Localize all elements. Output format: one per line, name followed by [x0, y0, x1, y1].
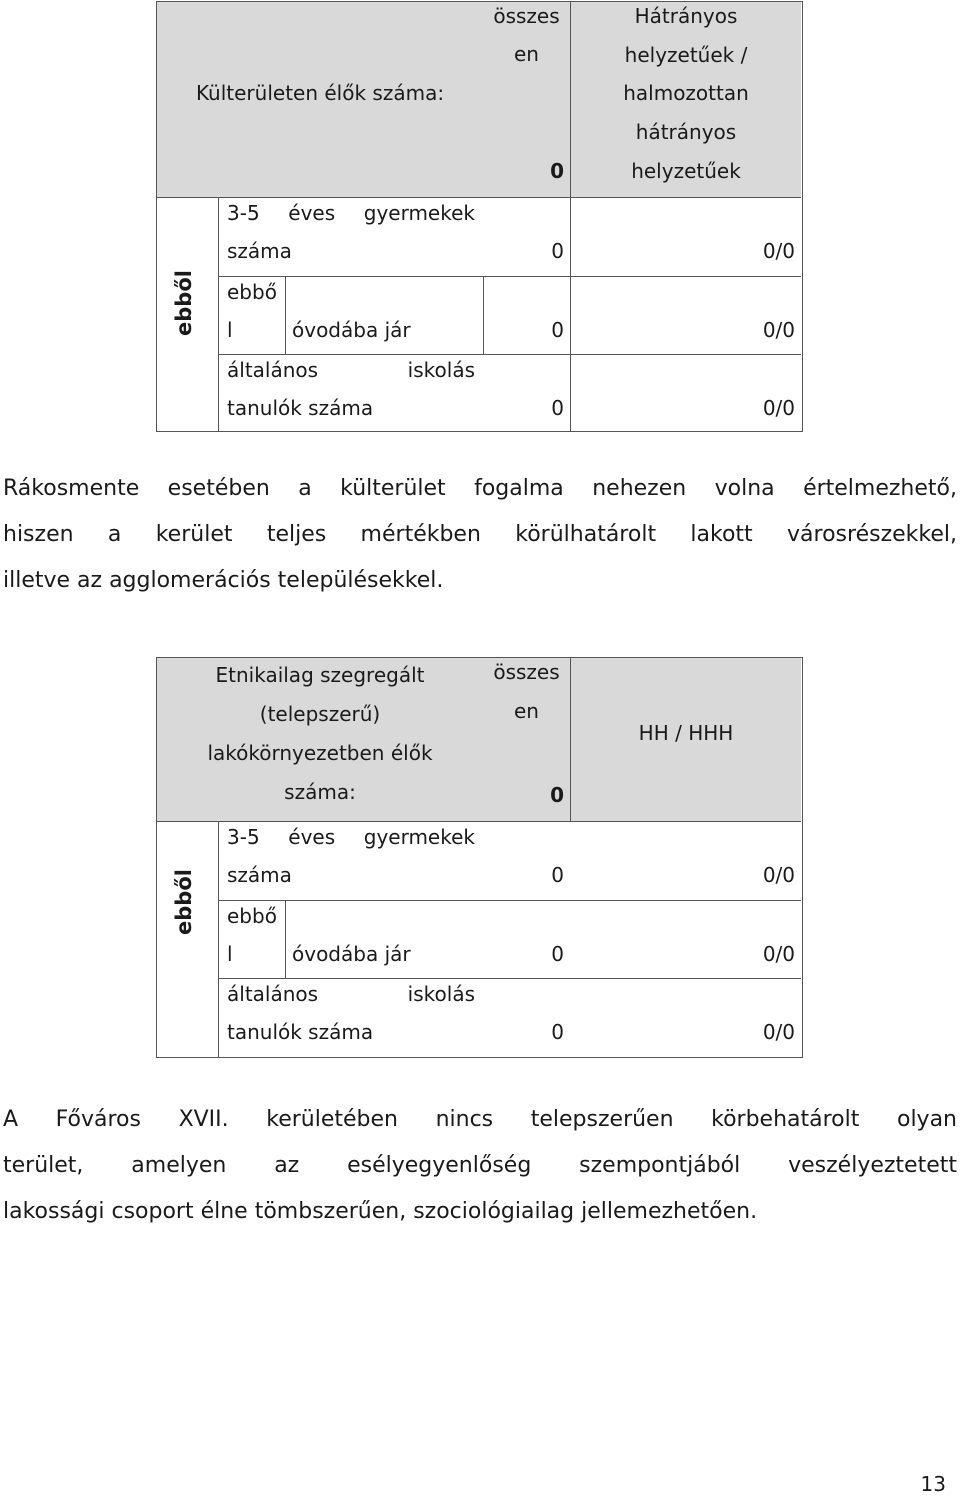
- table1-header-label-cell: [157, 2, 483, 197]
- table2-row2-prefix-line1: ebbő: [227, 904, 277, 928]
- table2-total-header-line1: összes: [493, 660, 560, 684]
- table1-hh-line1: Hátrányos: [634, 4, 738, 28]
- table1-row2-hh-cell: [570, 276, 801, 354]
- table2-row1-hh: 0/0: [762, 863, 795, 887]
- paragraph2-line3: lakossági csoport élne tömbszerűen, szociológiailag jellemezhetően.: [3, 1199, 758, 1224]
- table1-row1-total-cell: [483, 197, 570, 276]
- table2-row2-total: 0: [551, 942, 564, 966]
- table1-side-label: ebből: [172, 270, 196, 336]
- table2-row2-total-cell: [483, 900, 570, 978]
- paragraph-xvii-kerulet: [3, 1097, 957, 1235]
- table2-row1-hh-cell: [570, 821, 801, 900]
- table2-row3-total-cell: [483, 978, 570, 1057]
- table1-row3-hh: 0/0: [762, 396, 795, 420]
- table2-side-cell: [157, 821, 218, 1057]
- table1-row1-label-line1: 3-5 éves gyermekek: [227, 201, 475, 225]
- table2-row2-prefix-line2: l: [227, 942, 233, 966]
- table1-row2-total: 0: [551, 318, 564, 342]
- paragraph1-line3: illetve az agglomerációs településekkel.: [3, 568, 444, 593]
- table2-header-line3: lakókörnyezetben élők: [207, 741, 433, 765]
- table2-row2-prefix-cell: [218, 900, 285, 978]
- table2-row2-hh-cell: [570, 900, 801, 978]
- table1-side-cell: [157, 197, 218, 431]
- table2-hh-header-cell: [570, 658, 801, 821]
- table1-row1-hh: 0/0: [762, 239, 795, 263]
- table2-hh-header: HH / HHH: [638, 721, 734, 745]
- table1-row3-total: 0: [551, 396, 564, 420]
- table1-hh-line3: halmozottan: [623, 81, 749, 105]
- paragraph-kulterulet: [3, 466, 957, 604]
- table2-row1-total-cell: [483, 821, 570, 900]
- table1-total-value: 0: [550, 159, 564, 183]
- table2-row3-label-cell: [218, 978, 483, 1057]
- table1-hh-line4: hátrányos: [635, 120, 737, 144]
- page-number: 13: [920, 1472, 946, 1496]
- table2-row3-label-line2: tanulók száma: [227, 1020, 374, 1044]
- table1-row3-label-line2: tanulók száma: [227, 396, 374, 420]
- table2-row1-label-line1: 3-5 éves gyermekek: [227, 825, 475, 849]
- table1-row2-prefix-line2: l: [227, 318, 233, 342]
- table1-row3-total-cell: [483, 354, 570, 431]
- table-szegregalt: [156, 657, 803, 1058]
- table1-row1-label-line2: száma: [227, 239, 292, 263]
- table2-row1-label-line2: száma: [227, 863, 292, 887]
- table1-hh-line5: helyzetűek: [631, 159, 741, 183]
- table2-row1-label-cell: [218, 821, 483, 900]
- table2-row1-total: 0: [551, 863, 564, 887]
- table1-row1-total: 0: [551, 239, 564, 263]
- table2-total-header-cell: [483, 658, 570, 821]
- paragraph1-line2: hiszen a kerület teljes mértékben körülhatárolt lakott városrészekkel,: [3, 522, 957, 547]
- table2-row2-hh: 0/0: [762, 942, 795, 966]
- table-kulterulet: [156, 1, 803, 432]
- table2-header-line2: (telepszerű): [259, 702, 381, 726]
- table2-row3-hh-cell: [570, 978, 801, 1057]
- table1-row1-hh-cell: [570, 197, 801, 276]
- table2-row2-label: óvodába jár: [292, 942, 411, 966]
- table1-header-label: Külterületen élők száma:: [195, 81, 445, 105]
- table1-row3-hh-cell: [570, 354, 801, 431]
- table2-row3-label-line1: általános iskolás: [227, 982, 475, 1006]
- table1-row2-prefix-line1: ebbő: [227, 280, 277, 304]
- table2-header-line4: száma:: [284, 780, 356, 804]
- table1-total-header-line1: összes: [493, 4, 560, 28]
- table1-row2-total-cell: [483, 276, 570, 354]
- table2-header-line1: Etnikailag szegregált: [215, 663, 425, 687]
- table2-side-label: ebből: [172, 869, 196, 935]
- table1-row2-prefix-cell: [218, 276, 285, 354]
- paragraph2-line2: terület, amelyen az esélyegyenlőség szempontjából veszélyeztetett: [3, 1153, 957, 1178]
- table2-header-label-cell: [157, 658, 483, 821]
- table1-total-header-cell: [483, 2, 570, 197]
- table2-row3-hh: 0/0: [762, 1020, 795, 1044]
- table1-row2-hh: 0/0: [762, 318, 795, 342]
- paragraph1-line1: Rákosmente esetében a külterület fogalma nehezen volna értelmezhető,: [3, 476, 957, 501]
- table2-total-value: 0: [550, 783, 564, 807]
- table2-row2-label-cell: [285, 900, 483, 978]
- table1-row2-label-cell: [285, 276, 483, 354]
- paragraph2-line1: A Főváros XVII. kerületében nincs telepszerűen körbehatárolt olyan: [3, 1107, 957, 1132]
- table1-row1-label-cell: [218, 197, 483, 276]
- table1-row3-label-line1: általános iskolás: [227, 358, 475, 382]
- table1-row2-label: óvodába jár: [292, 318, 411, 342]
- table1-hh-header-cell: [570, 2, 801, 197]
- table2-total-header-line2: en: [514, 699, 539, 723]
- table1-row3-label-cell: [218, 354, 483, 431]
- table1-total-header-line2: en: [514, 42, 539, 66]
- table1-hh-line2: helyzetűek /: [624, 43, 748, 67]
- table2-row3-total: 0: [551, 1020, 564, 1044]
